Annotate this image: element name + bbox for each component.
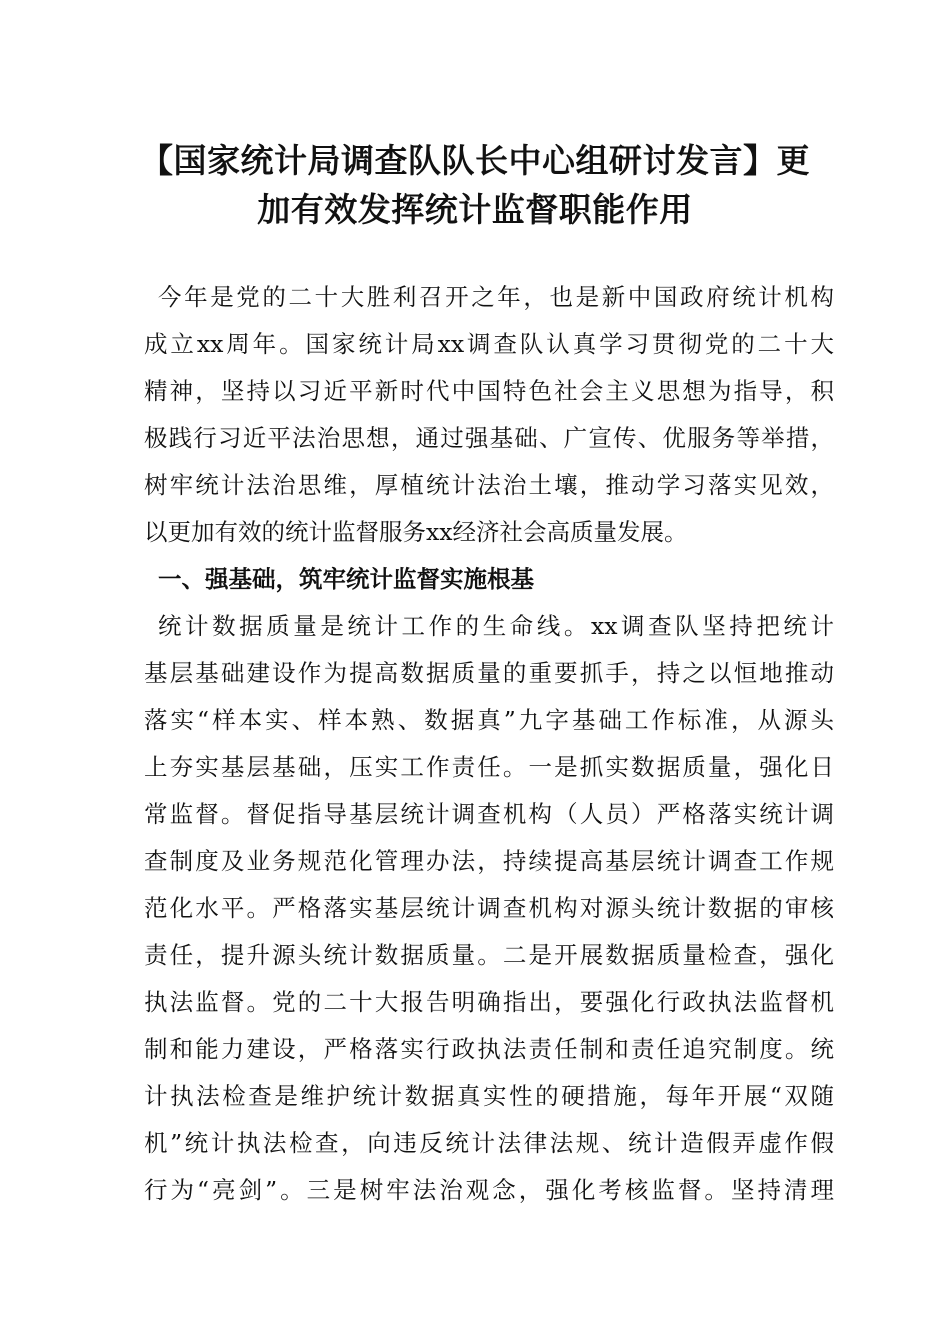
paragraph-section1 (144, 603, 834, 1214)
title-line: 加有效发挥统计监督职能作用 (257, 190, 693, 229)
text-line: 树牢统计法治思维，厚植统计法治土壤，推动学习落实见效， (144, 471, 834, 499)
text-line: 责任，提升源头统计数据质量。二是开展数据质量检查，强化 (144, 941, 834, 969)
text-line: 行为“亮剑”。三是树牢法治观念，强化考核监督。坚持清理 (144, 1176, 834, 1204)
text-line: 范化水平。严格落实基层统计调查机构对源头统计数据的审核 (144, 894, 834, 922)
text-line: 执法监督。党的二十大报告明确指出，要强化行政执法监督机 (144, 988, 834, 1016)
text-line: 极践行习近平法治思想，通过强基础、广宣传、优服务等举措， (144, 424, 834, 452)
text-line: 常监督。督促指导基层统计调查机构（人员）严格落实统计调 (144, 800, 834, 828)
text-line: 以更加有效的统计监督服务xx经济社会高质量发展。 (144, 518, 688, 546)
text-line: 上夯实基层基础，压实工作责任。一是抓实数据质量，强化日 (144, 753, 834, 781)
text-line: 今年是党的二十大胜利召开之年，也是新中国政府统计机构 (158, 283, 834, 311)
text-line: 机”统计执法检查，向违反统计法律法规、统计造假弄虚作假 (144, 1129, 834, 1157)
document-title (110, 136, 840, 234)
text-line: 查制度及业务规范化管理办法，持续提高基层统计调查工作规 (144, 847, 834, 875)
text-line: 成立xx周年。国家统计局xx调查队认真学习贯彻党的二十大 (144, 330, 834, 358)
text-line: 计执法检查是维护统计数据真实性的硬措施，每年开展“双随 (144, 1082, 834, 1110)
section-heading: 一、强基础，筑牢统计监督实施根基 (158, 565, 534, 593)
paragraph-intro (144, 274, 834, 556)
text-line: 精神，坚持以习近平新时代中国特色社会主义思想为指导，积 (144, 377, 834, 405)
text-line: 统计数据质量是统计工作的生命线。xx调查队坚持把统计 (158, 612, 834, 640)
text-line: 制和能力建设，严格落实行政执法责任制和责任追究制度。统 (144, 1035, 834, 1063)
document-body (144, 274, 834, 1214)
title-line: 【国家统计局调查队队长中心组研讨发言】更 (140, 141, 810, 180)
text-line: 基层基础建设作为提高数据质量的重要抓手，持之以恒地推动 (144, 659, 834, 687)
text-line: 落实“样本实、样本熟、数据真”九字基础工作标准，从源头 (144, 706, 834, 734)
